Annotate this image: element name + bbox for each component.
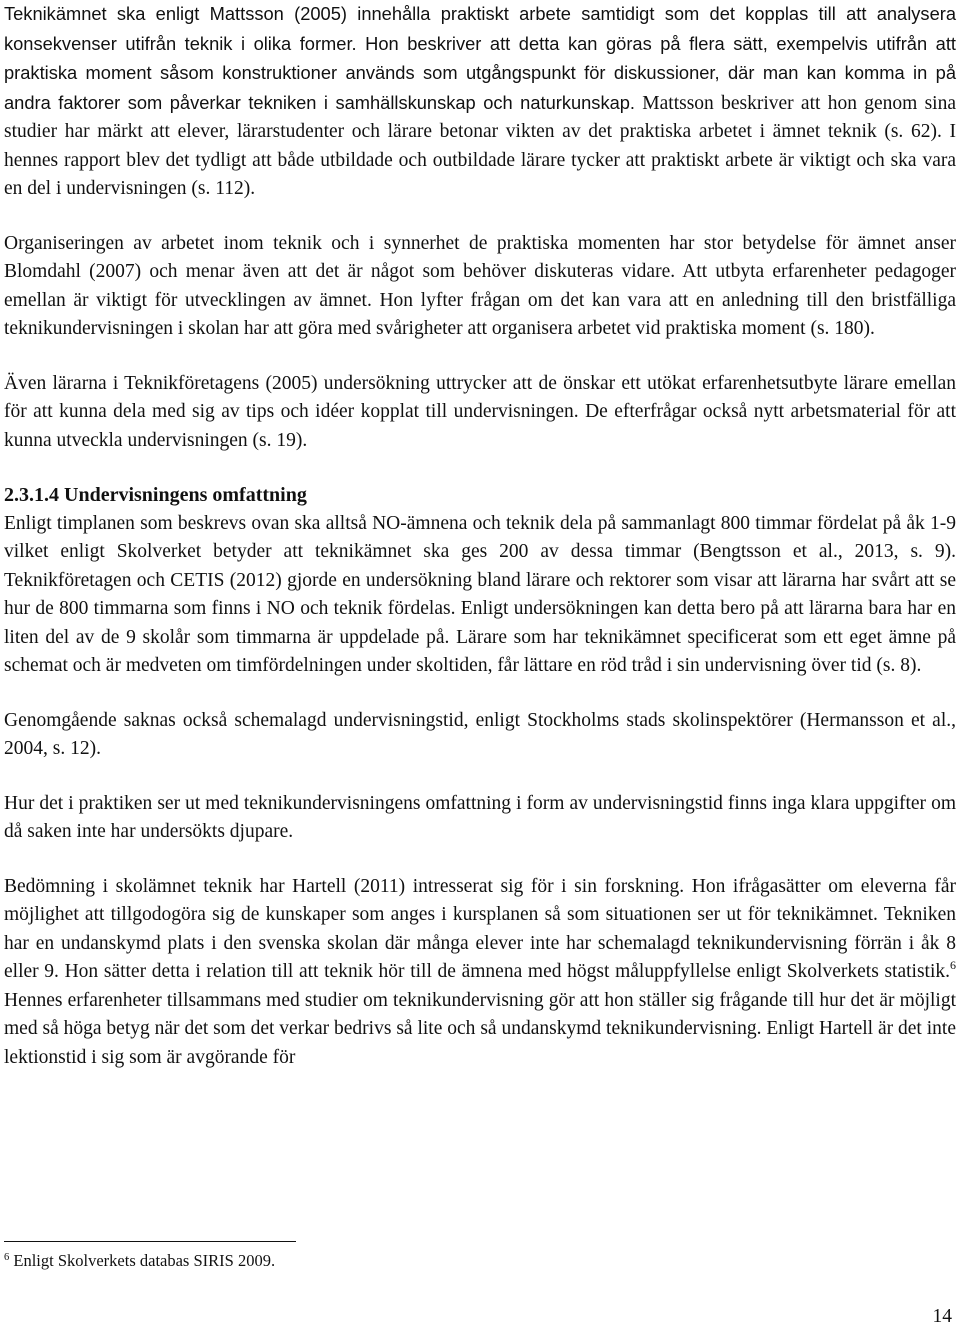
footnote-reference: 6 <box>950 958 956 972</box>
paragraph-experience-exchange: Även lärarna i Teknikföretagens (2005) undersökning uttrycker att de önskar ett utökat erfarenhetsutbyte lärare emellan för att kunna dela med sig av tips och idéer kopplat till undervisningen. De efterfrågar också nytt arbetsmaterial för att kunna utveckla undervisningen (s. 19). <box>4 372 956 451</box>
paragraph-assessment <box>4 873 956 1073</box>
body-text <box>4 0 956 1072</box>
paragraph-assessment-part1: Bedömning i skolämnet teknik har Hartell (2011) intresserat sig för i sin forskning. Hon ifrågasätter om eleverna får möjlighet att tillgodogöra sig de kunskaper som anges i kursplanen så som situationen ser ut för teknikämnet. Tekniken har en undanskymd plats i den svenska skolan där många elever inte har schemalagd teknikundervisning förrän i åk 8 eller 9. Hon sätter detta i relation till att teknik hör till de ämnena med högst måluppfyllelse enligt Skolverkets statistik. <box>4 875 956 982</box>
page-number: 14 <box>932 1306 952 1327</box>
paragraph-organisation: Organiseringen av arbetet inom teknik och i synnerhet de praktiska momenten har stor betydelse för ämnet anser Blomdahl (2007) och menar även att det är något som behöver diskuteras vidare. Att utbyta erfarenheter pedagoger emellan är viktigt för utvecklingen av ämnet. Hon lyfter frågan om det kan vara att en anledning till den bristfälliga teknikundervisningen i skolan har att göra med svårigheter att organisera arbetet vid praktiska moment (s. 180). <box>4 232 956 339</box>
section-heading: 2.3.1.4 Undervisningens omfattning <box>4 484 307 506</box>
paragraph-timetable: Enligt timplanen som beskrevs ovan ska alltså NO-ämnena och teknik dela på sammanlagt 800 timmar fördelat på åk 1-9 vilket enligt Skolverket betyder att teknikämnet ska ges 200 av dessa timmar (Bengtsson et al., 2013, s. 9). Teknikföretagen och CETIS (2012) gjorde en undersökning bland lärare och rektorer som visar att lärarna har svårt att se hur de 800 timmarna som finns i NO och teknik fördelas. Enligt undersökningen kan detta bero på att lärarna bara har en liten del av de 9 skolår som timmarna är uppdelade på. Lärare som har teknikämnet specificerat som ett eget ämne på schemat och är medveten om timfördelningen under skoltiden, får lättare en röd tråd i sin undervisning över tid (s. 8). <box>4 512 956 676</box>
footnote-number: 6 <box>4 1252 10 1263</box>
paragraph-scheduled-time: Genomgående saknas också schemalagd undervisningstid, enligt Stockholms stads skolinspektörer (Hermansson et al., 2004, s. 12). <box>4 709 956 759</box>
paragraph-sans-segment: Teknikämnet ska enligt Mattsson (2005) innehålla praktiskt arbete samtidigt som det kopplas till att analysera konsekvenser utifrån teknik i olika former. Hon beskriver att detta kan göras på flera sätt, exempelvis utifrån att praktiska moment såsom konstruktioner används som utgångspunkt för diskussioner, där man kan komma in på andra faktorer som påverkar tekniken i samhällskunskap och naturkunskap. <box>4 3 956 113</box>
footnote <box>4 1250 275 1272</box>
footnote-divider <box>4 1241 296 1242</box>
paragraph-practical-work <box>4 0 956 204</box>
paragraph-serif-segment: Mattsson beskriver att hon genom sina studier har märkt att elever, lärarstudenter och lärare betonar vikten av det praktiska arbetet i ämnet teknik (s. 62). I hennes rapport blev det tydligt att både utbildade och outbildade lärare tycker att praktiskt arbete är viktigt och ska vara en del i undervisningen (s. 112). <box>4 92 956 199</box>
footnote-text: Enligt Skolverkets databas SIRIS 2009. <box>9 1251 276 1270</box>
paragraph-assessment-part2: Hennes erfarenheter tillsammans med studier om teknikundervisning gör att hon ställer sig frågande till hur det är möjligt med så höga betyg när det som det verkar bedrivs så lite och så undanskymd teknikundervisning. Enligt Hartell är det inte lektionstid i sig som är avgörande för <box>4 989 956 1068</box>
paragraph-practice-unknown: Hur det i praktiken ser ut med teknikundervisningens omfattning i form av undervisningstid finns inga klara uppgifter om då saken inte har undersökts djupare. <box>4 792 956 842</box>
